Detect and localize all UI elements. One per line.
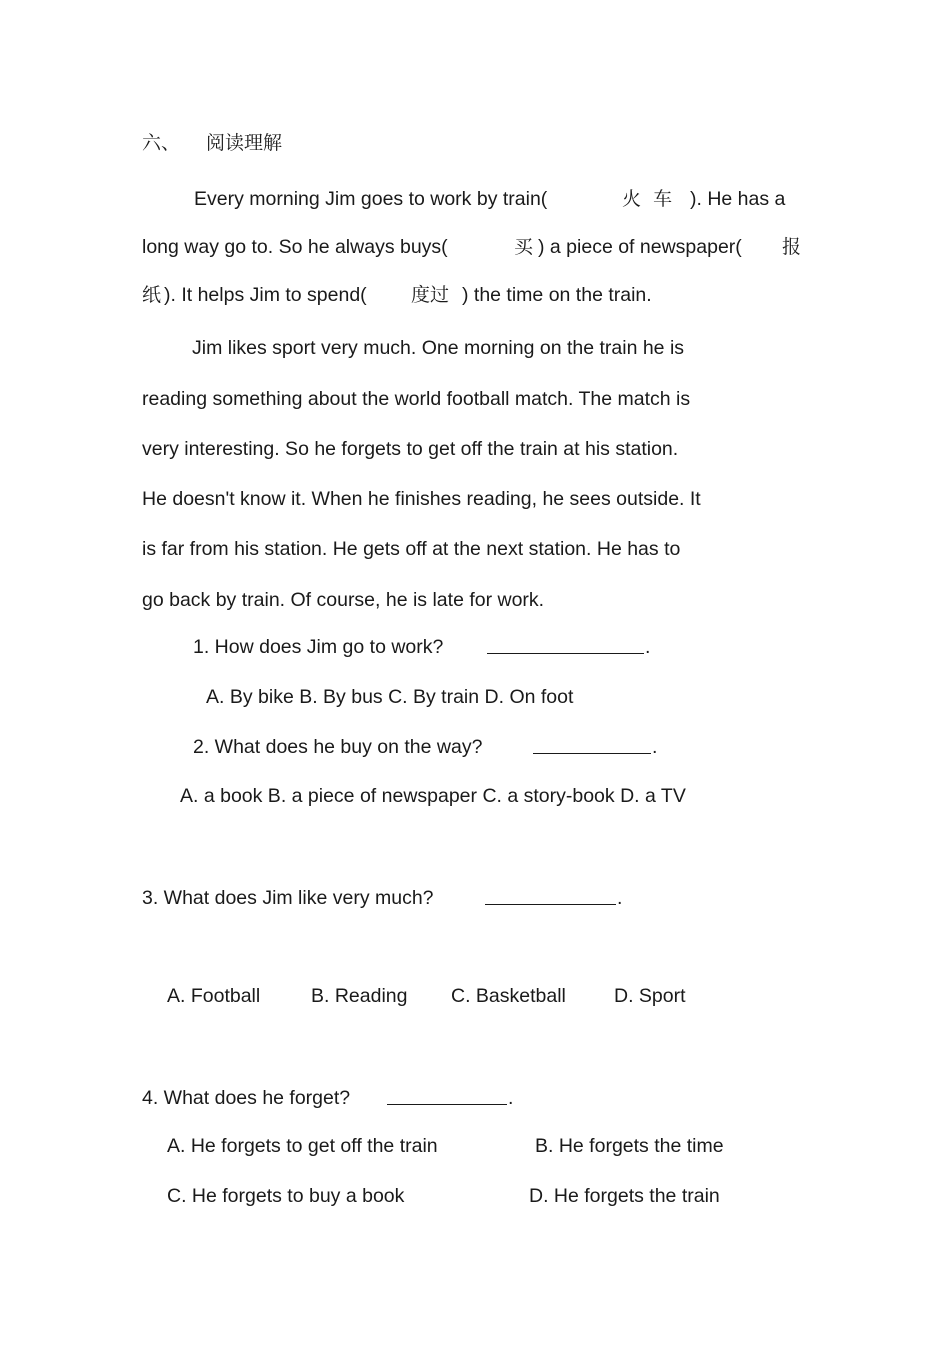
question-4-option-a: A. He forgets to get off the train [167,1135,438,1157]
question-2-period: . [652,736,658,758]
passage-line: ). It helps Jim to spend( [164,284,367,306]
passage-line: ). He has a [690,188,786,210]
gloss-chinese: 度过 [411,284,450,306]
gloss-chinese: 纸 [142,284,162,306]
answer-blank-4[interactable] [387,1104,507,1105]
answer-blank-1[interactable] [487,653,644,654]
passage-line: is far from his station. He gets off at the next station. He has to [142,538,681,560]
gloss-chinese: 报 [782,236,802,258]
question-3-option-d: D. Sport [614,985,686,1007]
passage-line: long way go to. So he always buys( [142,236,448,258]
question-1-period: . [645,636,651,658]
passage-line: ) the time on the train. [462,284,652,306]
question-3-option-a: A. Football [167,985,261,1007]
question-1-options: A. By bike B. By bus C. By train D. On foot [206,686,574,708]
question-4-stem: 4. What does he forget? [142,1087,351,1109]
gloss-chinese: 买 [514,236,534,258]
question-3-stem: 3. What does Jim like very much? [142,887,434,909]
gloss-chinese: 火 车 [622,188,673,210]
question-4-option-c: C. He forgets to buy a book [167,1185,405,1207]
answer-blank-2[interactable] [533,753,651,754]
question-4-period: . [508,1087,514,1109]
passage-line: He doesn't know it. When he finishes reading, he sees outside. It [142,488,701,510]
question-1-stem: 1. How does Jim go to work? [193,636,444,658]
passage-line: ) a piece of newspaper( [538,236,742,258]
passage-line: very interesting. So he forgets to get off the train at his station. [142,438,679,460]
question-2-stem: 2. What does he buy on the way? [193,736,483,758]
passage-line: Jim likes sport very much. One morning on the train he is [192,337,685,359]
answer-blank-3[interactable] [485,904,616,905]
passage-line: Every morning Jim goes to work by train( [194,188,548,210]
question-3-option-b: B. Reading [311,985,408,1007]
question-3-option-c: C. Basketball [451,985,566,1007]
question-2-options: A. a book B. a piece of newspaper C. a story-book D. a TV [180,785,686,807]
passage-line: reading something about the world football match. The match is [142,388,691,410]
question-4-option-d: D. He forgets the train [529,1185,720,1207]
question-4-option-b: B. He forgets the time [535,1135,724,1157]
question-3-period: . [617,887,623,909]
section-title: 阅读理解 [206,132,283,154]
section-number: 六、 [142,132,181,154]
passage-line: go back by train. Of course, he is late for work. [142,589,545,611]
